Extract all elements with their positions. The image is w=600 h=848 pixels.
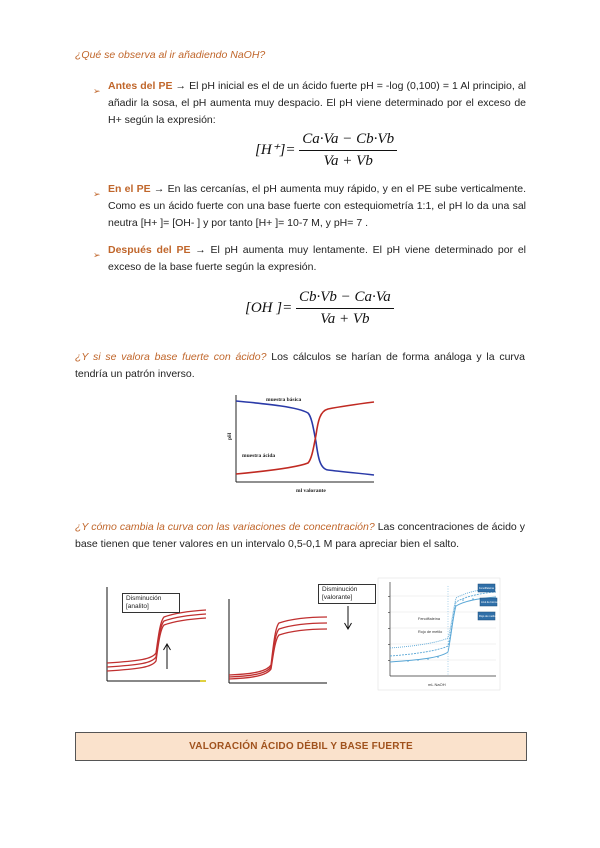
indicator-inner-label: Rojo de metilo <box>418 630 443 634</box>
formula-numerator: Ca·Va − Cb·Vb <box>299 131 397 151</box>
bullet-label: Antes del PE <box>108 80 173 92</box>
formula-oh-minus <box>245 289 394 328</box>
formula-lhs: [OH ]= <box>245 299 293 316</box>
bullet-arrow-icon: ➢ <box>93 86 101 96</box>
bullet-label: En el PE <box>108 183 151 195</box>
x-axis-label: ml valorante <box>296 488 326 494</box>
indicator-label: Rojo de metilo <box>479 615 496 618</box>
question-concentration <box>75 519 525 553</box>
bullet-arrow-icon: ➢ <box>93 250 101 260</box>
concentration-curve-titrant <box>225 597 330 685</box>
titration-curve-figure <box>228 387 378 497</box>
indicator-ranges-chart <box>378 578 504 690</box>
bullet-arrow-icon: ➢ <box>93 189 101 199</box>
bullet-arrow: → <box>195 244 206 256</box>
formula-denominator: Va + Vb <box>323 153 373 169</box>
arrow-down-icon <box>343 606 353 632</box>
y-axis-label: pH <box>227 432 233 440</box>
callout-titrant: Disminución [valorante] <box>318 584 376 604</box>
question-text: Las concentraciones de ácido y base tienen que tener valores en un intervalo 0,5-0,1 M para apreciar bien el salto. <box>75 521 525 550</box>
bullet-label: Después del PE <box>108 244 191 256</box>
indicator-label: Fenolftaleína <box>479 587 494 590</box>
indicator-inner-label: Fenolftaleína <box>418 617 440 621</box>
indicator-label: Azul de bromotimol <box>481 601 504 604</box>
bullet-arrow: → <box>153 183 165 195</box>
x-axis-label: mL NaOH <box>428 682 446 687</box>
callout-analyte: Disminución [analito] <box>122 593 180 613</box>
bullet-text: En las cercanías, el pH aumenta muy rápido, y en el PE sube verticalmente. Como es un ácido fuerte con una base fuerte con estequiometría 1:1, el pH lo da una sal neutra [H+ ]= [OH- ] y por tanto [H+ ]= 10-7 M, y pH= 7 . <box>108 183 526 229</box>
formula-numerator: Cb·Vb − Ca·Va <box>296 289 394 309</box>
bullet-after-pe <box>108 242 526 276</box>
question-heading: ¿Y si se valora base fuerte con ácido? <box>75 351 267 363</box>
formula-lhs: [H⁺]= <box>255 141 296 158</box>
question-text: Los cálculos se harían de forma análoga y la curva tendría un patrón inverso. <box>75 351 525 380</box>
bullet-text: El pH aumenta muy lentamente. El pH viene determinado por el exceso de la base fuerte según la expresión. <box>108 244 527 273</box>
bullet-at-pe <box>108 181 526 232</box>
question-heading: ¿Y cómo cambia la curva con las variaciones de concentración? <box>75 521 375 533</box>
question-heading: ¿Qué se observa al ir añadiendo NaOH? <box>75 49 266 61</box>
formula-h-plus <box>255 131 397 170</box>
bullet-arrow: → <box>175 80 187 92</box>
label-basic-sample: muestra básica <box>266 397 302 403</box>
bullet-text: El pH inicial es el de un ácido fuerte pH = -log (0,100) = 1 Al principio, al añadir la sosa, el pH aumenta muy despacio. El pH viene determinado por el exceso de H+ según la expresión: <box>108 80 526 126</box>
label-acid-sample: muestra ácida <box>242 453 276 459</box>
section-banner: VALORACIÓN ÁCIDO DÉBIL Y BASE FUERTE <box>75 732 527 761</box>
bullet-before-pe <box>108 78 526 129</box>
formula-denominator: Va + Vb <box>320 311 370 327</box>
question-base-with-acid <box>75 349 525 383</box>
